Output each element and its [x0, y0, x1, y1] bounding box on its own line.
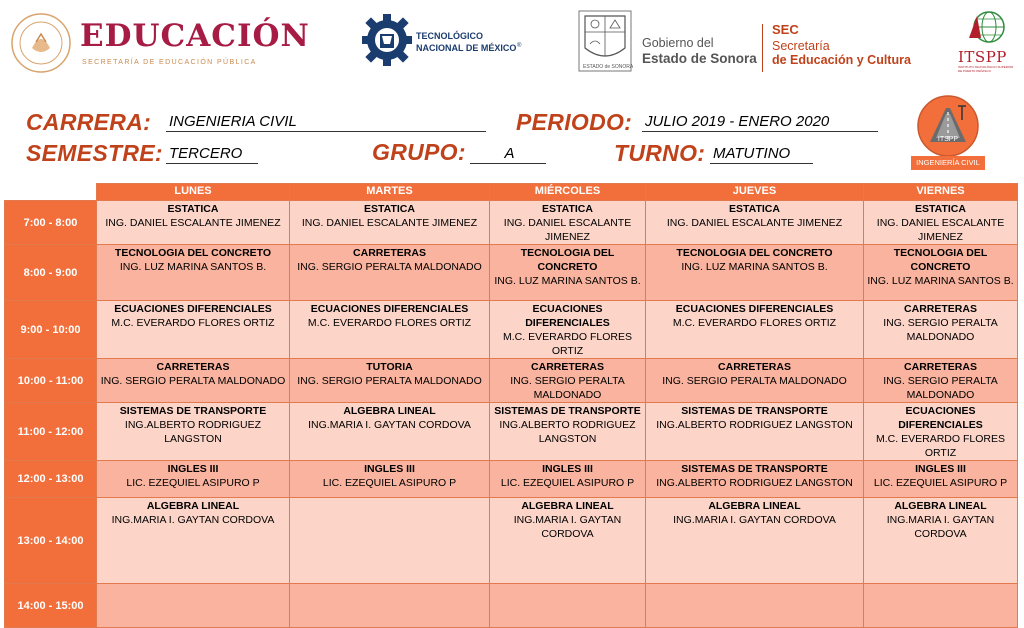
subject-name: ALGEBRA LINEAL — [343, 405, 436, 417]
periodo-value: JULIO 2019 - ENERO 2020 — [642, 113, 878, 132]
class-cell — [646, 403, 864, 461]
time-slot: 9:00 - 10:00 — [5, 301, 97, 359]
teacher-name: ING. SERGIO PERALTA MALDONADO — [883, 375, 998, 401]
class-cell — [864, 403, 1018, 461]
grupo-label: GRUPO: — [372, 139, 466, 165]
sep-title: EDUCACIÓN — [80, 18, 310, 54]
schedule-row — [5, 461, 1018, 498]
teacher-name: ING. LUZ MARINA SANTOS B. — [494, 275, 641, 287]
teacher-name: ING.MARIA I. GAYTAN CORDOVA — [308, 419, 471, 431]
class-cell — [290, 301, 490, 359]
class-cell — [864, 301, 1018, 359]
sonora-line1: Gobierno del — [642, 36, 714, 50]
class-cell — [864, 359, 1018, 403]
class-cell — [646, 359, 864, 403]
teacher-name: ING.MARIA I. GAYTAN CORDOVA — [111, 514, 275, 526]
subject-name: INGLES III — [915, 463, 966, 475]
class-cell — [490, 359, 646, 403]
teacher-name: M.C. EVERARDO FLORES ORTIZ — [672, 317, 837, 329]
class-cell — [646, 584, 864, 628]
subject-name: CARRETERAS — [718, 361, 791, 373]
sec-line2: de Educación y Cultura — [772, 53, 911, 67]
class-cell — [97, 403, 290, 461]
subject-name: TECNOLOGIA DEL CONCRETO — [520, 247, 615, 273]
schedule-row — [5, 359, 1018, 403]
civil-engineering-icon — [916, 94, 980, 158]
subject-name: CARRETERAS — [904, 361, 977, 373]
turno-label: TURNO: — [614, 140, 706, 166]
class-cell — [97, 461, 290, 498]
subject-name: SISTEMAS DE TRANSPORTE — [119, 405, 267, 417]
teacher-name: LIC. EZEQUIEL ASIPURO P — [322, 477, 457, 489]
class-cell — [97, 359, 290, 403]
subject-name: ESTATICA — [915, 203, 966, 215]
itspp-name: ITSPP — [958, 48, 1007, 66]
teacher-name: ING. DANIEL ESCALANTE JIMENEZ — [105, 217, 281, 229]
grupo-value: A — [470, 145, 546, 164]
periodo-label: PERIODO: — [516, 109, 633, 135]
class-cell — [646, 201, 864, 245]
teacher-name: ING.MARIA I. GAYTAN CORDOVA — [513, 514, 622, 540]
teacher-name: ING.ALBERTO RODRIGUEZ LANGSTON — [656, 419, 853, 431]
day-header: VIERNES — [864, 184, 1018, 201]
schedule-table — [4, 183, 1018, 628]
class-cell — [290, 461, 490, 498]
subject-name: CARRETERAS — [156, 361, 230, 373]
tecnm-gear-icon — [362, 10, 412, 78]
semestre-value: TERCERO — [166, 145, 258, 164]
subject-name: ALGEBRA LINEAL — [521, 500, 614, 512]
class-cell — [864, 498, 1018, 584]
class-cell — [864, 245, 1018, 301]
tecnm-line1: TECNOLÓGICO — [416, 31, 483, 41]
teacher-name: ING.MARIA I. GAYTAN CORDOVA — [673, 514, 836, 526]
subject-name: ESTATICA — [364, 203, 415, 215]
teacher-name: ING. SERGIO PERALTA MALDONADO — [883, 317, 998, 343]
itspp-logo — [955, 8, 1017, 78]
class-cell — [97, 301, 290, 359]
time-slot: 7:00 - 8:00 — [5, 201, 97, 245]
schedule-row — [5, 584, 1018, 628]
schedule-row — [5, 403, 1018, 461]
subject-name: ECUACIONES DIFERENCIALES — [525, 303, 610, 329]
teacher-name: ING. SERGIO PERALTA MALDONADO — [297, 375, 482, 387]
day-header: JUEVES — [646, 184, 864, 201]
class-cell — [290, 584, 490, 628]
tecnm-logo — [362, 10, 532, 80]
time-slot: 12:00 - 13:00 — [5, 461, 97, 498]
subject-name: ECUACIONES DIFERENCIALES — [310, 303, 469, 315]
class-cell — [97, 201, 290, 245]
class-cell — [864, 461, 1018, 498]
semestre-label: SEMESTRE: — [26, 140, 163, 166]
teacher-name: ING. SERGIO PERALTA MALDONADO — [100, 375, 286, 387]
class-cell — [646, 461, 864, 498]
turno-value: MATUTINO — [710, 145, 813, 164]
subject-name: ESTATICA — [729, 203, 780, 215]
class-cell — [864, 201, 1018, 245]
career-badge — [911, 94, 985, 174]
subject-name: SISTEMAS DE TRANSPORTE — [681, 405, 828, 417]
subject-name: TECNOLOGIA DEL CONCRETO — [676, 247, 833, 259]
subject-name: ALGEBRA LINEAL — [708, 500, 801, 512]
carrera-label: CARRERA: — [26, 109, 152, 135]
class-cell — [290, 403, 490, 461]
subject-name: TUTORIA — [366, 361, 413, 373]
class-cell — [490, 498, 646, 584]
class-cell — [290, 201, 490, 245]
sep-logo — [10, 12, 310, 74]
schedule-row — [5, 301, 1018, 359]
class-cell — [864, 584, 1018, 628]
class-cell — [97, 245, 290, 301]
class-cell — [290, 245, 490, 301]
teacher-name: LIC. EZEQUIEL ASIPURO P — [126, 477, 260, 489]
teacher-name: ING. LUZ MARINA SANTOS B. — [119, 261, 267, 273]
sec-logo — [772, 22, 932, 74]
teacher-name: ING. SERGIO PERALTA MALDONADO — [662, 375, 847, 387]
subject-name: CARRETERAS — [353, 247, 426, 259]
day-header: MARTES — [290, 184, 490, 201]
time-slot: 11:00 - 12:00 — [5, 403, 97, 461]
class-cell — [490, 584, 646, 628]
teacher-name: M.C. EVERARDO FLORES ORTIZ — [307, 317, 472, 329]
teacher-name: ING. DANIEL ESCALANTE JIMENEZ — [666, 217, 843, 229]
day-header: LUNES — [97, 184, 290, 201]
sonora-shield-icon — [578, 10, 632, 72]
teacher-name: M.C. EVERARDO FLORES ORTIZ — [111, 317, 275, 329]
class-cell — [646, 245, 864, 301]
sonora-logo — [578, 10, 758, 78]
time-slot: 8:00 - 9:00 — [5, 245, 97, 301]
logo-divider — [762, 24, 763, 72]
teacher-name: LIC. EZEQUIEL ASIPURO P — [500, 477, 635, 489]
teacher-name: ING. LUZ MARINA SANTOS B. — [867, 275, 1014, 287]
class-cell — [490, 245, 646, 301]
subject-name: INGLES III — [364, 463, 415, 475]
teacher-name: M.C. EVERARDO FLORES ORTIZ — [503, 331, 632, 357]
sec-line1: Secretaría — [772, 39, 830, 53]
teacher-name: ING.MARIA I. GAYTAN CORDOVA — [886, 514, 995, 540]
sec-acronym: SEC — [772, 22, 799, 37]
teacher-name: LIC. EZEQUIEL ASIPURO P — [873, 477, 1008, 489]
subject-name: SISTEMAS DE TRANSPORTE — [494, 405, 641, 417]
subject-name: ESTATICA — [542, 203, 593, 215]
teacher-name: ING. SERGIO PERALTA MALDONADO — [510, 375, 625, 401]
itspp-globe-icon — [967, 8, 1007, 46]
sonora-line2: Estado de Sonora — [642, 51, 757, 66]
tecnm-registered-mark: ® — [517, 43, 522, 49]
subject-name: ALGEBRA LINEAL — [146, 500, 240, 512]
class-cell — [290, 498, 490, 584]
mexico-seal-icon — [10, 12, 72, 74]
subject-name: CARRETERAS — [531, 361, 604, 373]
subject-name: CARRETERAS — [904, 303, 977, 315]
teacher-name: ING.ALBERTO RODRIGUEZ LANGSTON — [124, 419, 262, 445]
subject-name: SISTEMAS DE TRANSPORTE — [681, 463, 828, 475]
teacher-name: ING. DANIEL ESCALANTE JIMENEZ — [503, 217, 632, 243]
subject-name: TECNOLOGIA DEL CONCRETO — [893, 247, 988, 273]
tecnm-line2: NACIONAL DE MÉXICO — [416, 43, 517, 53]
schedule-row — [5, 201, 1018, 245]
schedule-row — [5, 498, 1018, 584]
class-cell — [490, 461, 646, 498]
class-cell — [646, 498, 864, 584]
class-cell — [490, 201, 646, 245]
sep-subtitle: SECRETARÍA DE EDUCACIÓN PÚBLICA — [82, 59, 257, 66]
subject-name: ECUACIONES DIFERENCIALES — [114, 303, 272, 315]
teacher-name: ING. DANIEL ESCALANTE JIMENEZ — [876, 217, 1005, 243]
sonora-shield-caption: ESTADO de SONORA — [583, 64, 634, 70]
subject-name: ESTATICA — [167, 203, 219, 215]
teacher-name: ING.ALBERTO RODRIGUEZ LANGSTON — [499, 419, 636, 445]
time-slot: 13:00 - 14:00 — [5, 498, 97, 584]
subject-name: ALGEBRA LINEAL — [894, 500, 987, 512]
badge-label: INGENIERÍA CIVIL — [911, 156, 985, 170]
teacher-name: ING. DANIEL ESCALANTE JIMENEZ — [301, 217, 478, 229]
class-cell — [490, 403, 646, 461]
day-header: MIÉRCOLES — [490, 184, 646, 201]
subject-name: TECNOLOGIA DEL CONCRETO — [114, 247, 272, 259]
time-slot: 10:00 - 11:00 — [5, 359, 97, 403]
class-cell — [646, 301, 864, 359]
carrera-value: INGENIERIA CIVIL — [166, 113, 486, 132]
teacher-name: ING. SERGIO PERALTA MALDONADO — [297, 261, 482, 273]
itspp-caption: INSTITUTO TECNOLÓGICO SUPERIOR DE PUERTO PEÑASCO — [958, 65, 1014, 73]
teacher-name: M.C. EVERARDO FLORES ORTIZ — [876, 433, 1005, 459]
time-slot: 14:00 - 15:00 — [5, 584, 97, 628]
teacher-name: ING. LUZ MARINA SANTOS B. — [681, 261, 828, 273]
subject-name: INGLES III — [542, 463, 593, 475]
teacher-name: ING.ALBERTO RODRIGUEZ LANGSTON — [656, 477, 853, 489]
header-corner — [5, 184, 97, 201]
badge-acronym: ITSPP — [937, 136, 959, 143]
class-cell — [490, 301, 646, 359]
subject-name: ECUACIONES DIFERENCIALES — [675, 303, 834, 315]
schedule-header-row — [5, 184, 1018, 201]
schedule-row — [5, 245, 1018, 301]
class-cell — [290, 359, 490, 403]
subject-name: INGLES III — [167, 463, 219, 475]
subject-name: ECUACIONES DIFERENCIALES — [898, 405, 983, 431]
class-cell — [97, 498, 290, 584]
class-cell — [97, 584, 290, 628]
